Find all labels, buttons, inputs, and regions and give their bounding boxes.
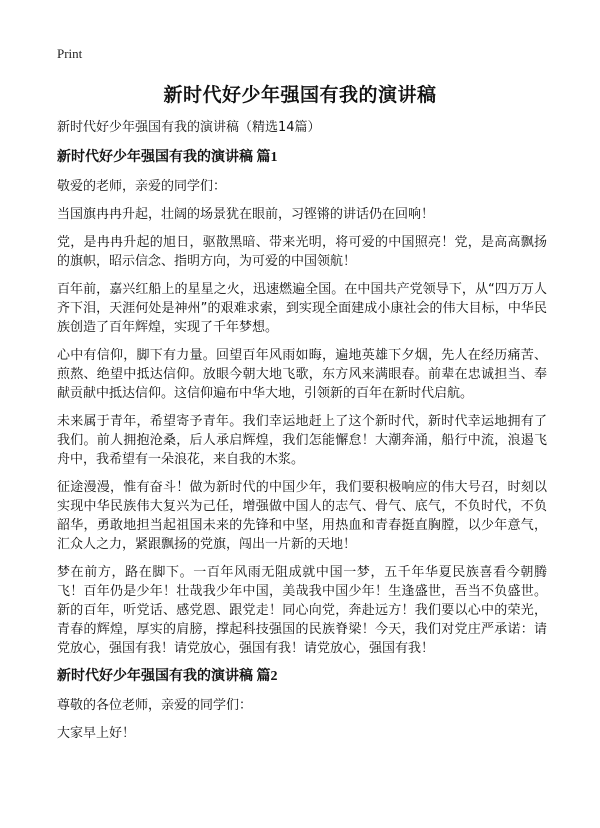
paragraph: 敬爱的老师，亲爱的同学们： bbox=[57, 179, 227, 194]
document-title: 新时代好少年强国有我的演讲稿 bbox=[163, 84, 437, 106]
paragraph: 党，是冉冉升起的旭日，驱散黑暗、带来光明，将可爱的中国照亮！党，是高高飘扬的旗帜，昭示信念、指明方向，为可爱的中国领航！ bbox=[57, 235, 547, 269]
paragraph: 征途漫漫，惟有奋斗！做为新时代的中国少年，我们要积极响应的伟大号召，时刻以实现中华民族伟大复兴为己任，增强做中国人的志气、骨气、底气，不负时代，不负韶华，勇敢地担当起祖国未来的先锋和中坚，用热血和青春挺直胸膛，以少年意气，汇众人之力，紧跟飘扬的党旗，闯出一片新的天地！ bbox=[57, 480, 547, 552]
section-heading-2: 新时代好少年强国有我的演讲稿 篇2 bbox=[57, 669, 278, 684]
document-content bbox=[57, 118, 547, 752]
paragraph: 心中有信仰，脚下有力量。回望百年风雨如晦，遍地英雄下夕烟，先人在经历痛苦、煎熬、绝望中抵达信仰。放眼今朝大地飞歌，东方风来满眼春。前辈在忠诚担当、奉献贡献中抵达信仰。这信仰遍布中华大地，引领新的百年在新时代启航。 bbox=[57, 348, 547, 401]
paragraph: 未来属于青年，希望寄予青年。我们幸运地赶上了这个新时代，新时代幸运地拥有了我们。前人拥抱沧桑，后人承启辉煌，我们怎能懈怠！大潮奔涌，船行中流，浪遏飞舟中，我希望有一朵浪花，来自我的木浆。 bbox=[57, 414, 547, 467]
paragraph: 百年前，嘉兴红船上的星星之火，迅速燃遍全国。在中国共产党领导下，从“四万万人齐下泪，天涯何处是神州”的艰难求索，到实现全面建成小康社会的伟大目标，中华民族创造了百年辉煌，实现了千年梦想。 bbox=[57, 282, 547, 335]
section-heading-1: 新时代好少年强国有我的演讲稿 篇1 bbox=[57, 150, 278, 165]
paragraph: 大家早上好！ bbox=[57, 726, 136, 741]
document-subtitle: 新时代好少年强国有我的演讲稿（精选14篇） bbox=[57, 120, 321, 135]
paragraph: 梦在前方，路在脚下。一百年风雨无阻成就中国一梦，五千年华夏民族喜看今朝腾飞！百年仍是少年！壮哉我少年中国，美哉我中国少年！生逢盛世，吾当不负盛世。新的百年，听党话、感党恩、跟党走！同心向党，奔赴远方！我们要以心中的荣光，青春的辉煌，厚实的肩膀，撑起科技强国的民族脊梁！今天，我们对党庄严承诺：请党放心，强国有我！请党放心，强国有我！请党放心，强国有我！ bbox=[57, 565, 547, 656]
paragraph: 尊敬的各位老师，亲爱的同学们： bbox=[57, 698, 253, 713]
paragraph: 当国旗冉冉升起，壮阔的场景犹在眼前，习铿锵的讲话仍在回响！ bbox=[57, 207, 435, 222]
print-label[interactable]: Print bbox=[57, 46, 83, 61]
